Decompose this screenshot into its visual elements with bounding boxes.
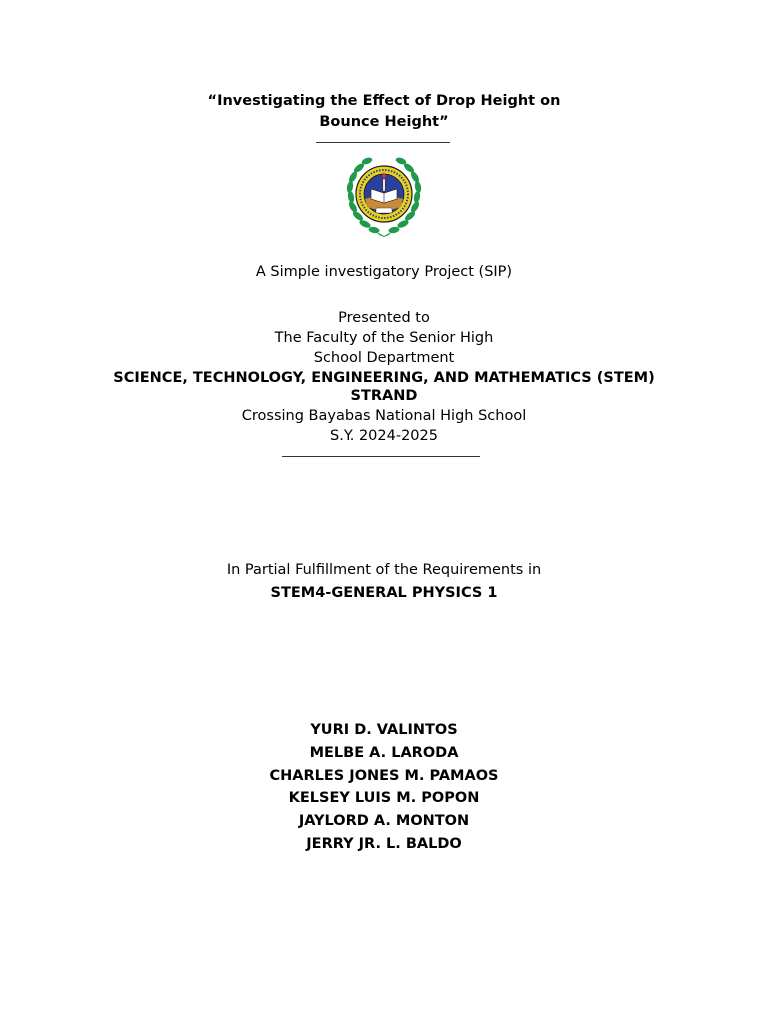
school-name: Crossing Bayabas National High School bbox=[241, 408, 527, 424]
presented-to-label: Presented to bbox=[338, 310, 430, 326]
faculty-line: The Faculty of the Senior High bbox=[274, 330, 494, 346]
document-title-line-2: Bounce Height” bbox=[319, 114, 449, 130]
author-name: JAYLORD A. MONTON bbox=[298, 813, 470, 830]
project-type: A Simple investigatory Project (SIP) bbox=[255, 264, 513, 280]
document-title-line-1: “Investigating the Effect of Drop Height on bbox=[207, 93, 561, 109]
author-name: YURI D. VALINTOS bbox=[310, 722, 458, 738]
author-name: KELSEY LUIS M. POPON bbox=[288, 790, 480, 807]
strand-line-2: STRAND bbox=[350, 388, 418, 404]
author-name: MELBE A. LARODA bbox=[309, 744, 459, 761]
strand-line-1: SCIENCE, TECHNOLOGY, ENGINEERING, AND MATHEMATICS (STEM) bbox=[113, 370, 655, 386]
school-seal-icon bbox=[343, 153, 425, 237]
author-list bbox=[0, 719, 768, 856]
author-name: JERRY JR. L. BALDO bbox=[306, 835, 462, 852]
author-name: CHARLES JONES M. PAMAOS bbox=[269, 767, 499, 784]
subject-name: STEM4-GENERAL PHYSICS 1 bbox=[270, 585, 498, 601]
school-year: S.Y. 2024-2025 bbox=[330, 428, 438, 444]
department-line: School Department bbox=[313, 350, 455, 366]
title-underline-rule bbox=[316, 142, 450, 143]
school-year-underline-rule bbox=[282, 456, 480, 457]
fulfillment-line: In Partial Fulfillment of the Requirements in bbox=[226, 562, 542, 578]
